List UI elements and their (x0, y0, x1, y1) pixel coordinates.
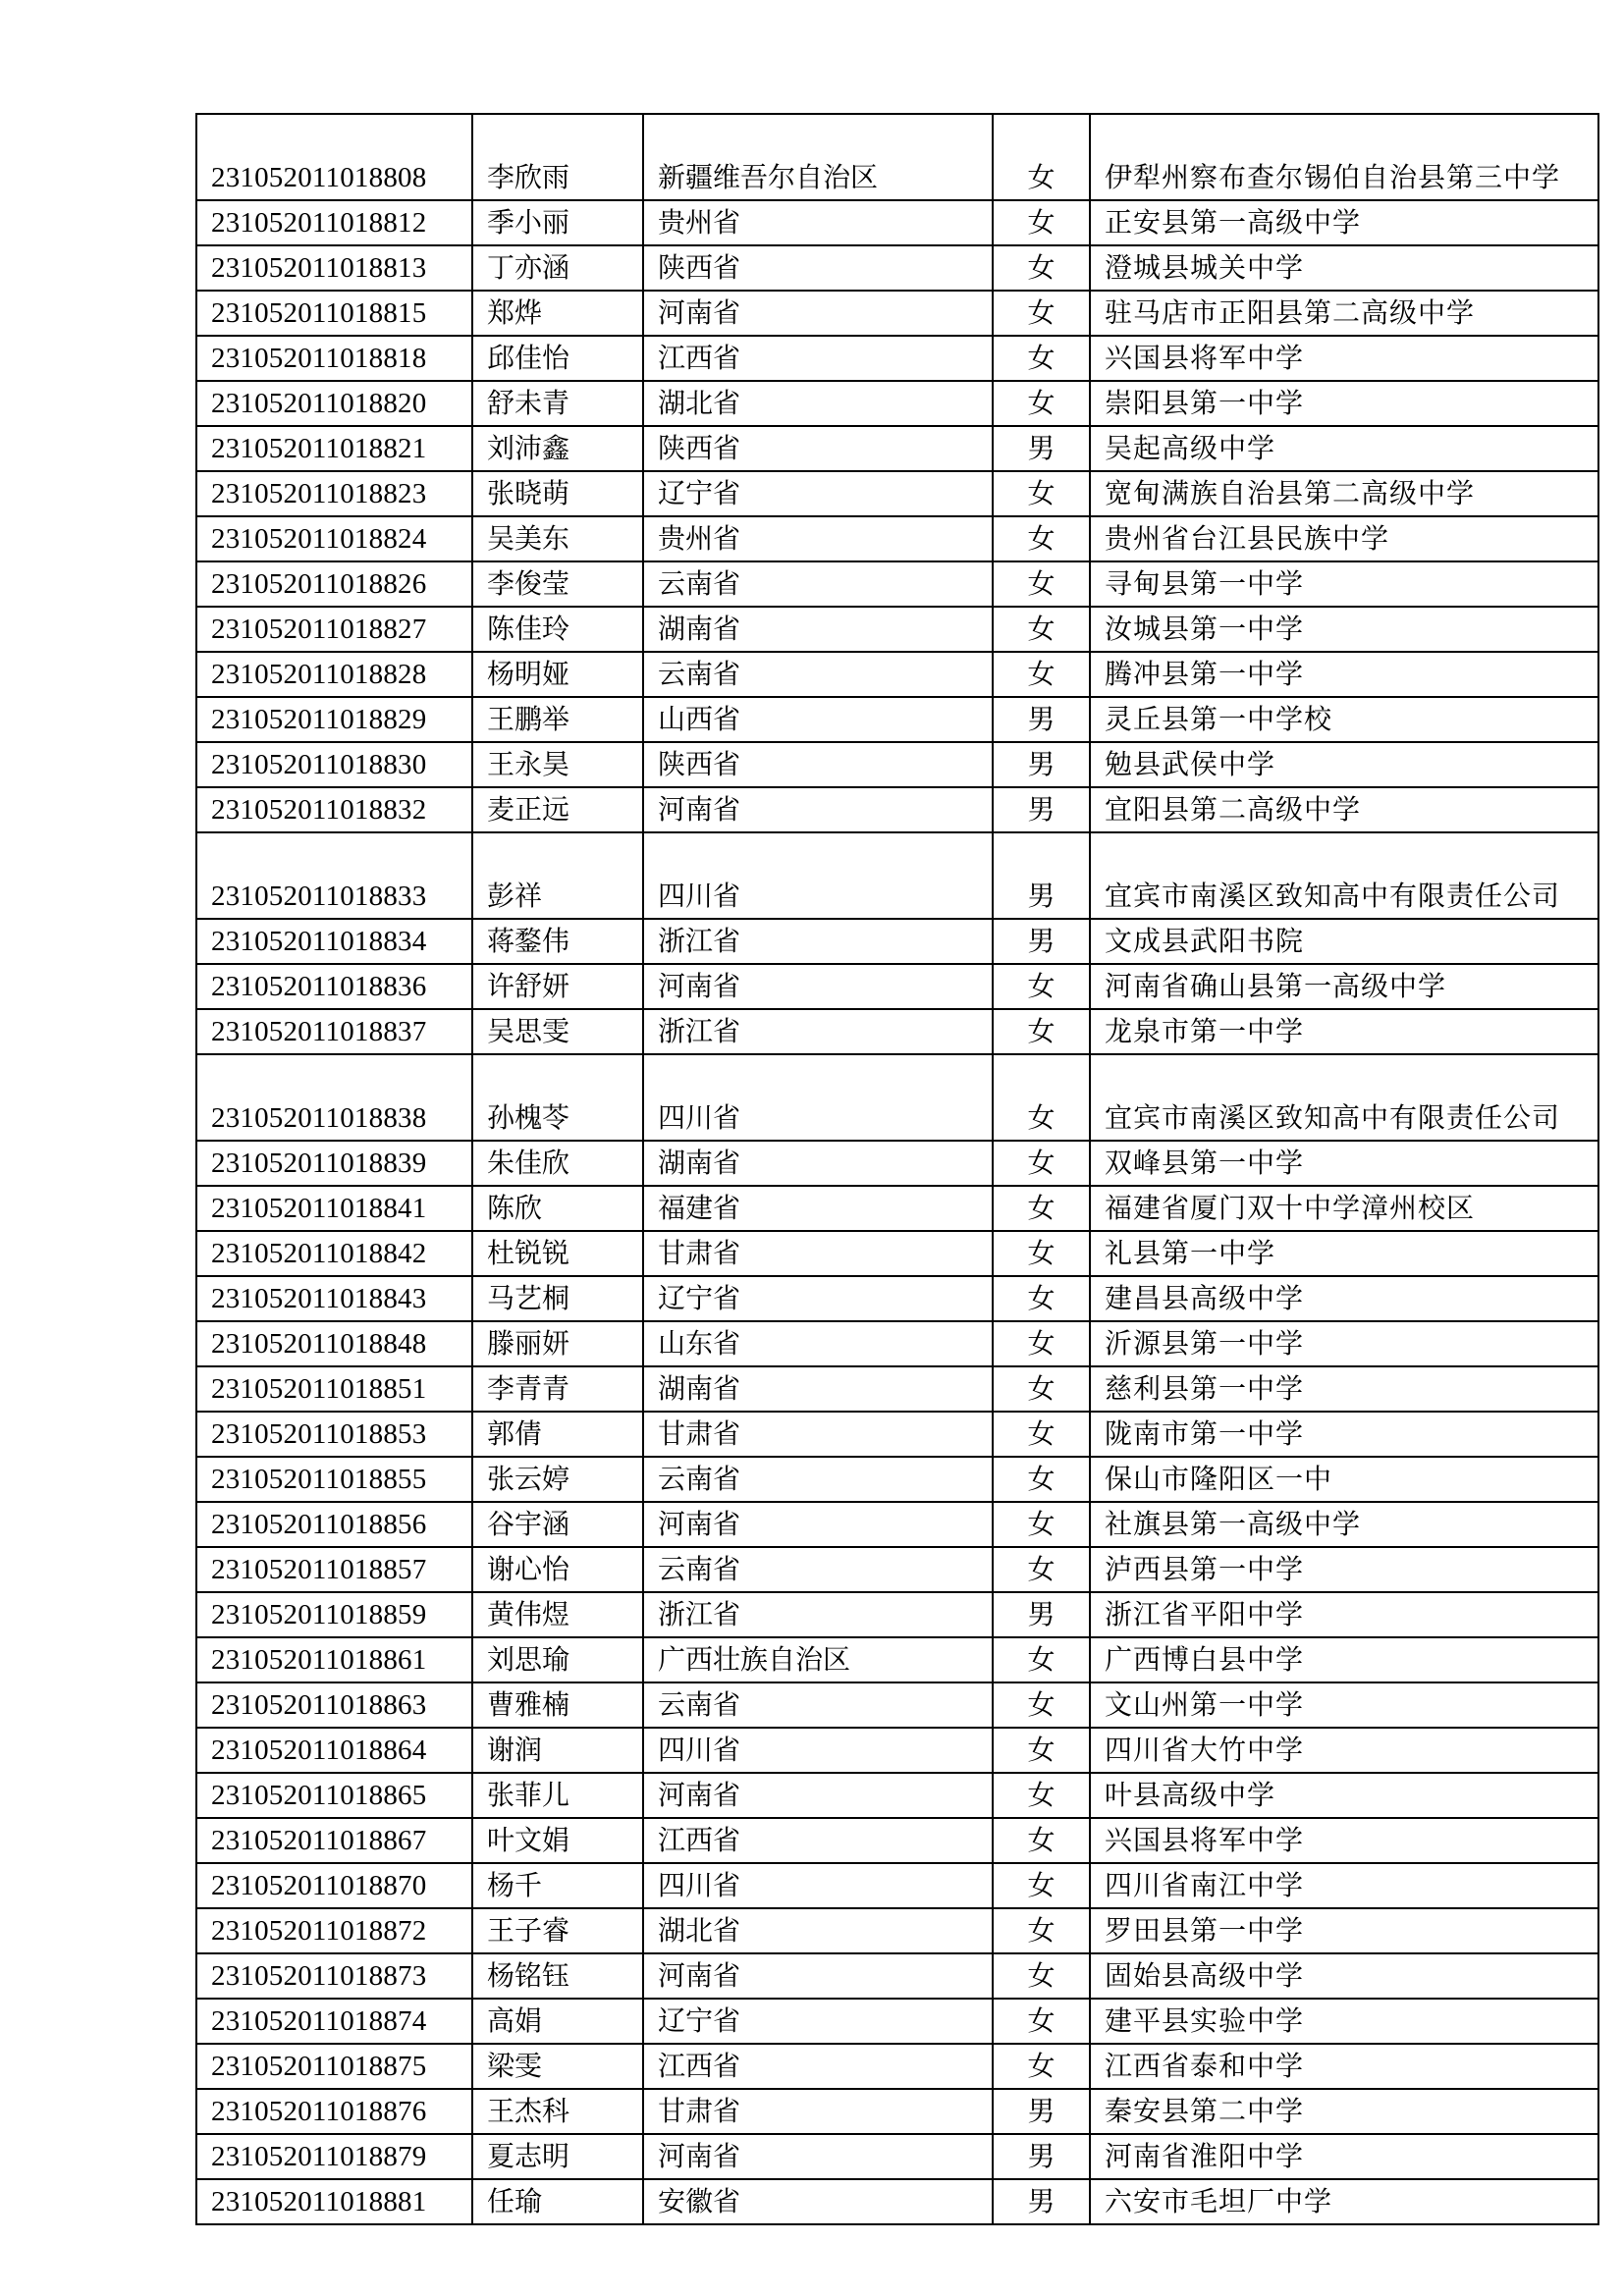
school-cell: 社旗县第一高级中学 (1090, 1502, 1598, 1547)
table-row (196, 1773, 1598, 1818)
student-id-cell: 231052011018864 (196, 1728, 472, 1773)
table-row (196, 1009, 1598, 1054)
student-name-cell: 蒋鍪伟 (472, 919, 643, 964)
student-name-cell: 陈欣 (472, 1186, 643, 1231)
student-id-cell: 231052011018843 (196, 1276, 472, 1321)
province-cell: 河南省 (643, 964, 993, 1009)
gender-cell: 女 (993, 1321, 1090, 1366)
province-cell: 云南省 (643, 1682, 993, 1728)
table-row (196, 919, 1598, 964)
gender-cell: 女 (993, 1818, 1090, 1863)
province-cell: 辽宁省 (643, 1276, 993, 1321)
province-cell: 云南省 (643, 1457, 993, 1502)
gender-cell: 女 (993, 1908, 1090, 1953)
student-name-cell: 孙槐苓 (472, 1054, 643, 1141)
student-name-cell: 杨铭钰 (472, 1953, 643, 1999)
student-id-cell: 231052011018870 (196, 1863, 472, 1908)
student-name-cell: 夏志明 (472, 2134, 643, 2179)
school-cell: 建平县实验中学 (1090, 1999, 1598, 2044)
gender-cell: 女 (993, 471, 1090, 516)
table-row (196, 1547, 1598, 1592)
student-id-cell: 231052011018863 (196, 1682, 472, 1728)
province-cell: 湖南省 (643, 1366, 993, 1412)
school-cell: 寻甸县第一中学 (1090, 561, 1598, 607)
table-row (196, 1054, 1598, 1141)
student-id-cell: 231052011018879 (196, 2134, 472, 2179)
table-row (196, 1412, 1598, 1457)
school-cell: 沂源县第一中学 (1090, 1321, 1598, 1366)
student-id-cell: 231052011018851 (196, 1366, 472, 1412)
student-name-cell: 吴美东 (472, 516, 643, 561)
student-name-cell: 李青青 (472, 1366, 643, 1412)
student-name-cell: 杨千 (472, 1863, 643, 1908)
school-cell: 澄城县城关中学 (1090, 245, 1598, 291)
table-row (196, 1276, 1598, 1321)
table-row (196, 697, 1598, 742)
student-id-cell: 231052011018859 (196, 1592, 472, 1637)
student-id-cell: 231052011018834 (196, 919, 472, 964)
gender-cell: 女 (993, 652, 1090, 697)
table-row (196, 1863, 1598, 1908)
table-row (196, 1682, 1598, 1728)
student-id-cell: 231052011018867 (196, 1818, 472, 1863)
province-cell: 湖北省 (643, 1908, 993, 1953)
gender-cell: 女 (993, 516, 1090, 561)
table-row (196, 1908, 1598, 1953)
student-id-cell: 231052011018820 (196, 381, 472, 426)
province-cell: 新疆维吾尔自治区 (643, 114, 993, 200)
school-cell: 礼县第一中学 (1090, 1231, 1598, 1276)
province-cell: 浙江省 (643, 919, 993, 964)
student-id-cell: 231052011018839 (196, 1141, 472, 1186)
school-cell: 宜阳县第二高级中学 (1090, 787, 1598, 832)
student-name-cell: 刘思瑜 (472, 1637, 643, 1682)
gender-cell: 男 (993, 2134, 1090, 2179)
student-list-page (195, 113, 1597, 2225)
gender-cell: 女 (993, 291, 1090, 336)
gender-cell: 女 (993, 1999, 1090, 2044)
school-cell: 兴国县将军中学 (1090, 1818, 1598, 1863)
table-row (196, 1186, 1598, 1231)
school-cell: 兴国县将军中学 (1090, 336, 1598, 381)
table-row (196, 652, 1598, 697)
gender-cell: 女 (993, 1186, 1090, 1231)
province-cell: 河南省 (643, 1502, 993, 1547)
school-cell: 叶县高级中学 (1090, 1773, 1598, 1818)
gender-cell: 女 (993, 561, 1090, 607)
student-name-cell: 李欣雨 (472, 114, 643, 200)
student-name-cell: 杨明娅 (472, 652, 643, 697)
province-cell: 云南省 (643, 561, 993, 607)
student-name-cell: 麦正远 (472, 787, 643, 832)
table-row (196, 381, 1598, 426)
table-row (196, 336, 1598, 381)
student-id-cell: 231052011018832 (196, 787, 472, 832)
student-id-cell: 231052011018857 (196, 1547, 472, 1592)
province-cell: 甘肃省 (643, 1412, 993, 1457)
student-id-cell: 231052011018824 (196, 516, 472, 561)
student-name-cell: 曹雅楠 (472, 1682, 643, 1728)
student-id-cell: 231052011018829 (196, 697, 472, 742)
student-name-cell: 王子睿 (472, 1908, 643, 1953)
student-id-cell: 231052011018821 (196, 426, 472, 471)
school-cell: 福建省厦门双十中学漳州校区 (1090, 1186, 1598, 1231)
school-cell: 文成县武阳书院 (1090, 919, 1598, 964)
table-row (196, 561, 1598, 607)
province-cell: 湖南省 (643, 1141, 993, 1186)
school-cell: 吴起高级中学 (1090, 426, 1598, 471)
province-cell: 湖南省 (643, 607, 993, 652)
student-name-cell: 李俊莹 (472, 561, 643, 607)
gender-cell: 男 (993, 2089, 1090, 2134)
gender-cell: 女 (993, 1728, 1090, 1773)
gender-cell: 男 (993, 832, 1090, 919)
school-cell: 龙泉市第一中学 (1090, 1009, 1598, 1054)
student-id-cell: 231052011018841 (196, 1186, 472, 1231)
province-cell: 山东省 (643, 1321, 993, 1366)
student-id-cell: 231052011018815 (196, 291, 472, 336)
student-name-cell: 陈佳玲 (472, 607, 643, 652)
table-row (196, 1637, 1598, 1682)
gender-cell: 女 (993, 1953, 1090, 1999)
province-cell: 江西省 (643, 336, 993, 381)
student-id-cell: 231052011018861 (196, 1637, 472, 1682)
school-cell: 罗田县第一中学 (1090, 1908, 1598, 1953)
province-cell: 湖北省 (643, 381, 993, 426)
province-cell: 辽宁省 (643, 471, 993, 516)
table-row (196, 2179, 1598, 2224)
gender-cell: 女 (993, 1231, 1090, 1276)
school-cell: 陇南市第一中学 (1090, 1412, 1598, 1457)
school-cell: 四川省南江中学 (1090, 1863, 1598, 1908)
table-row (196, 1999, 1598, 2044)
student-id-cell: 231052011018823 (196, 471, 472, 516)
gender-cell: 男 (993, 426, 1090, 471)
gender-cell: 女 (993, 381, 1090, 426)
school-cell: 腾冲县第一中学 (1090, 652, 1598, 697)
school-cell: 文山州第一中学 (1090, 1682, 1598, 1728)
province-cell: 江西省 (643, 2044, 993, 2089)
student-name-cell: 郑烨 (472, 291, 643, 336)
student-id-cell: 231052011018830 (196, 742, 472, 787)
student-name-cell: 张云婷 (472, 1457, 643, 1502)
province-cell: 河南省 (643, 1953, 993, 1999)
province-cell: 江西省 (643, 1818, 993, 1863)
student-id-cell: 231052011018873 (196, 1953, 472, 1999)
gender-cell: 女 (993, 245, 1090, 291)
province-cell: 辽宁省 (643, 1999, 993, 2044)
student-id-cell: 231052011018881 (196, 2179, 472, 2224)
student-name-cell: 王永昊 (472, 742, 643, 787)
student-name-cell: 高娟 (472, 1999, 643, 2044)
student-name-cell: 梁雯 (472, 2044, 643, 2089)
province-cell: 河南省 (643, 2134, 993, 2179)
student-name-cell: 王杰科 (472, 2089, 643, 2134)
province-cell: 贵州省 (643, 200, 993, 245)
student-name-cell: 谷宇涵 (472, 1502, 643, 1547)
student-id-cell: 231052011018808 (196, 114, 472, 200)
table-row (196, 1141, 1598, 1186)
province-cell: 浙江省 (643, 1592, 993, 1637)
student-id-cell: 231052011018812 (196, 200, 472, 245)
student-id-cell: 231052011018856 (196, 1502, 472, 1547)
student-name-cell: 张菲儿 (472, 1773, 643, 1818)
table-row (196, 516, 1598, 561)
student-id-cell: 231052011018855 (196, 1457, 472, 1502)
school-cell: 六安市毛坦厂中学 (1090, 2179, 1598, 2224)
gender-cell: 女 (993, 1141, 1090, 1186)
table-row (196, 742, 1598, 787)
student-name-cell: 谢润 (472, 1728, 643, 1773)
student-name-cell: 郭倩 (472, 1412, 643, 1457)
student-name-cell: 黄伟煜 (472, 1592, 643, 1637)
student-name-cell: 任瑜 (472, 2179, 643, 2224)
table-row (196, 607, 1598, 652)
student-id-cell: 231052011018875 (196, 2044, 472, 2089)
school-cell: 勉县武侯中学 (1090, 742, 1598, 787)
province-cell: 陕西省 (643, 426, 993, 471)
student-name-cell: 张晓萌 (472, 471, 643, 516)
school-cell: 贵州省台江县民族中学 (1090, 516, 1598, 561)
student-name-cell: 朱佳欣 (472, 1141, 643, 1186)
table-row (196, 1592, 1598, 1637)
student-name-cell: 马艺桐 (472, 1276, 643, 1321)
gender-cell: 男 (993, 697, 1090, 742)
gender-cell: 女 (993, 1682, 1090, 1728)
table-row (196, 787, 1598, 832)
gender-cell: 男 (993, 1592, 1090, 1637)
student-id-cell: 231052011018833 (196, 832, 472, 919)
table-row (196, 2044, 1598, 2089)
school-cell: 浙江省平阳中学 (1090, 1592, 1598, 1637)
school-cell: 河南省确山县第一高级中学 (1090, 964, 1598, 1009)
province-cell: 河南省 (643, 1773, 993, 1818)
student-name-cell: 滕丽妍 (472, 1321, 643, 1366)
student-id-cell: 231052011018826 (196, 561, 472, 607)
student-id-cell: 231052011018818 (196, 336, 472, 381)
table-row (196, 1366, 1598, 1412)
table-row (196, 1321, 1598, 1366)
province-cell: 四川省 (643, 1728, 993, 1773)
table-row (196, 1818, 1598, 1863)
student-name-cell: 杜锐锐 (472, 1231, 643, 1276)
table-row (196, 471, 1598, 516)
school-cell: 崇阳县第一中学 (1090, 381, 1598, 426)
school-cell: 建昌县高级中学 (1090, 1276, 1598, 1321)
student-id-cell: 231052011018836 (196, 964, 472, 1009)
school-cell: 汝城县第一中学 (1090, 607, 1598, 652)
school-cell: 四川省大竹中学 (1090, 1728, 1598, 1773)
gender-cell: 女 (993, 1412, 1090, 1457)
student-id-cell: 231052011018842 (196, 1231, 472, 1276)
province-cell: 云南省 (643, 652, 993, 697)
gender-cell: 女 (993, 2044, 1090, 2089)
school-cell: 驻马店市正阳县第二高级中学 (1090, 291, 1598, 336)
province-cell: 陕西省 (643, 245, 993, 291)
table-row (196, 1231, 1598, 1276)
province-cell: 陕西省 (643, 742, 993, 787)
province-cell: 四川省 (643, 1863, 993, 1908)
province-cell: 云南省 (643, 1547, 993, 1592)
school-cell: 江西省泰和中学 (1090, 2044, 1598, 2089)
gender-cell: 男 (993, 2179, 1090, 2224)
school-cell: 双峰县第一中学 (1090, 1141, 1598, 1186)
school-cell: 宜宾市南溪区致知高中有限责任公司 (1090, 832, 1598, 919)
student-table (195, 113, 1599, 2225)
student-id-cell: 231052011018828 (196, 652, 472, 697)
student-id-cell: 231052011018813 (196, 245, 472, 291)
student-id-cell: 231052011018865 (196, 1773, 472, 1818)
student-id-cell: 231052011018837 (196, 1009, 472, 1054)
table-row (196, 1728, 1598, 1773)
student-id-cell: 231052011018848 (196, 1321, 472, 1366)
province-cell: 河南省 (643, 787, 993, 832)
table-row (196, 2134, 1598, 2179)
school-cell: 正安县第一高级中学 (1090, 200, 1598, 245)
student-name-cell: 丁亦涵 (472, 245, 643, 291)
gender-cell: 女 (993, 964, 1090, 1009)
gender-cell: 女 (993, 1502, 1090, 1547)
gender-cell: 女 (993, 1276, 1090, 1321)
table-row (196, 832, 1598, 919)
gender-cell: 男 (993, 742, 1090, 787)
table-row (196, 1953, 1598, 1999)
student-id-cell: 231052011018876 (196, 2089, 472, 2134)
school-cell: 保山市隆阳区一中 (1090, 1457, 1598, 1502)
table-row (196, 200, 1598, 245)
province-cell: 山西省 (643, 697, 993, 742)
gender-cell: 女 (993, 1547, 1090, 1592)
student-name-cell: 舒未青 (472, 381, 643, 426)
province-cell: 四川省 (643, 1054, 993, 1141)
gender-cell: 男 (993, 787, 1090, 832)
student-name-cell: 吴思雯 (472, 1009, 643, 1054)
province-cell: 福建省 (643, 1186, 993, 1231)
table-row (196, 1457, 1598, 1502)
table-row (196, 114, 1598, 200)
gender-cell: 女 (993, 1009, 1090, 1054)
table-row (196, 2089, 1598, 2134)
province-cell: 甘肃省 (643, 2089, 993, 2134)
school-cell: 宜宾市南溪区致知高中有限责任公司 (1090, 1054, 1598, 1141)
student-id-cell: 231052011018827 (196, 607, 472, 652)
gender-cell: 女 (993, 114, 1090, 200)
student-table-body (196, 114, 1598, 2224)
school-cell: 泸西县第一中学 (1090, 1547, 1598, 1592)
table-row (196, 964, 1598, 1009)
school-cell: 灵丘县第一中学校 (1090, 697, 1598, 742)
school-cell: 慈利县第一中学 (1090, 1366, 1598, 1412)
school-cell: 宽甸满族自治县第二高级中学 (1090, 471, 1598, 516)
province-cell: 贵州省 (643, 516, 993, 561)
student-name-cell: 彭祥 (472, 832, 643, 919)
gender-cell: 女 (993, 1054, 1090, 1141)
table-row (196, 1502, 1598, 1547)
school-cell: 广西博白县中学 (1090, 1637, 1598, 1682)
student-id-cell: 231052011018872 (196, 1908, 472, 1953)
student-name-cell: 谢心怡 (472, 1547, 643, 1592)
student-name-cell: 王鹏举 (472, 697, 643, 742)
school-cell: 伊犁州察布查尔锡伯自治县第三中学 (1090, 114, 1598, 200)
student-id-cell: 231052011018853 (196, 1412, 472, 1457)
table-row (196, 426, 1598, 471)
gender-cell: 女 (993, 607, 1090, 652)
province-cell: 广西壮族自治区 (643, 1637, 993, 1682)
school-cell: 秦安县第二中学 (1090, 2089, 1598, 2134)
gender-cell: 女 (993, 200, 1090, 245)
student-name-cell: 季小丽 (472, 200, 643, 245)
school-cell: 固始县高级中学 (1090, 1953, 1598, 1999)
province-cell: 河南省 (643, 291, 993, 336)
province-cell: 四川省 (643, 832, 993, 919)
gender-cell: 女 (993, 1637, 1090, 1682)
school-cell: 河南省淮阳中学 (1090, 2134, 1598, 2179)
gender-cell: 男 (993, 919, 1090, 964)
table-row (196, 245, 1598, 291)
province-cell: 甘肃省 (643, 1231, 993, 1276)
gender-cell: 女 (993, 336, 1090, 381)
province-cell: 浙江省 (643, 1009, 993, 1054)
gender-cell: 女 (993, 1773, 1090, 1818)
gender-cell: 女 (993, 1366, 1090, 1412)
gender-cell: 女 (993, 1863, 1090, 1908)
student-id-cell: 231052011018838 (196, 1054, 472, 1141)
student-name-cell: 叶文娟 (472, 1818, 643, 1863)
student-id-cell: 231052011018874 (196, 1999, 472, 2044)
student-name-cell: 刘沛鑫 (472, 426, 643, 471)
student-name-cell: 邱佳怡 (472, 336, 643, 381)
student-name-cell: 许舒妍 (472, 964, 643, 1009)
province-cell: 安徽省 (643, 2179, 993, 2224)
table-row (196, 291, 1598, 336)
gender-cell: 女 (993, 1457, 1090, 1502)
